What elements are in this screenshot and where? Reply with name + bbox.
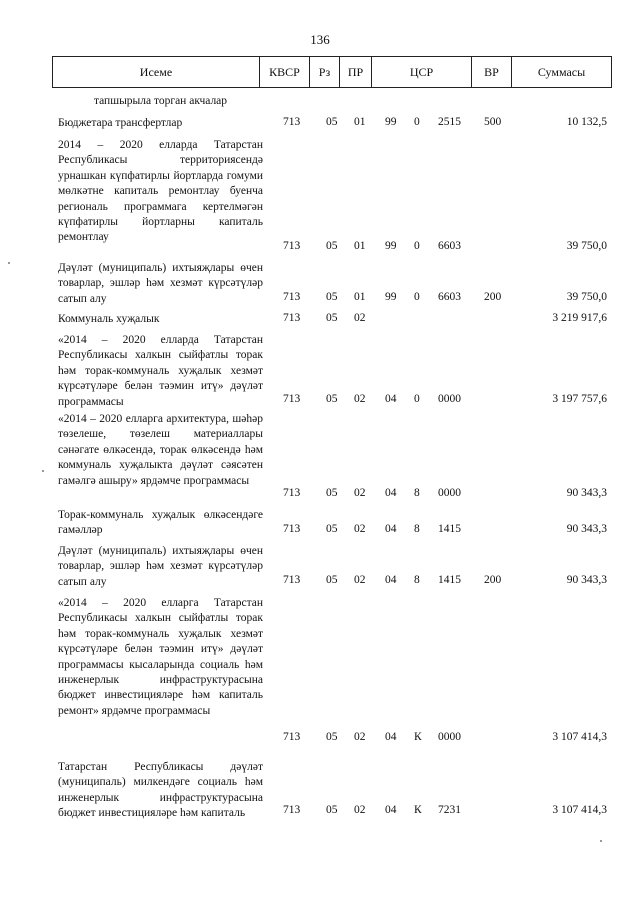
row-vr: 200 bbox=[484, 291, 502, 303]
table-header bbox=[52, 56, 612, 88]
row-kvsr: 713 bbox=[283, 487, 301, 499]
row-rz: 05 bbox=[326, 116, 338, 128]
row-csr-program: 04 bbox=[385, 393, 397, 405]
header-name: Исеме bbox=[139, 65, 173, 79]
page-number: 136 bbox=[310, 32, 330, 47]
row-name: Бюджетара трансфертлар bbox=[58, 117, 183, 129]
row-name: «2014 – 2020 елларга Татарстан Республикасы халкын сыйфатлы торак һәм торак-коммуналь хуҗалык хезмәт күрсәтүләре белән тәэмин итү» дәүләт программасы кысаларында социаль һәм инженерлык инфраструктурасына бюджет инвестицияләре һәм капиталь ремонт» ярдәмче программасы bbox=[58, 597, 263, 717]
row-rz: 05 bbox=[326, 393, 338, 405]
scan-speck bbox=[42, 470, 44, 472]
header-csr: ЦСР bbox=[371, 57, 471, 87]
row-csr-subprogram: 8 bbox=[414, 574, 420, 586]
row-kvsr: 713 bbox=[283, 523, 301, 535]
row-name: «2014 – 2020 елларга архитектура, шәһәр төзелеше, төзелеш материаллары сәнәгате өлкәсендә, торак өлкәсендә һәм коммуналь хуҗалыкта дәүләт сәясәтен гамәлгә ашыру» ярдәмче программасы bbox=[58, 413, 263, 487]
row-csr-subprogram: 8 bbox=[414, 487, 420, 499]
row-csr-code: 0000 bbox=[438, 731, 461, 743]
row-pr: 02 bbox=[354, 523, 366, 535]
row-kvsr: 713 bbox=[283, 291, 301, 303]
row-sum: 39 750,0 bbox=[566, 291, 607, 303]
row-sum: 90 343,3 bbox=[566, 574, 607, 586]
row-sum: 39 750,0 bbox=[566, 240, 607, 252]
row-sum: 3 197 757,6 bbox=[552, 393, 607, 405]
row-name: Торак-коммуналь хуҗалык өлкәсендәге гамәлләр bbox=[58, 509, 263, 537]
row-csr-subprogram: 0 bbox=[414, 240, 420, 252]
row-csr-code: 0000 bbox=[438, 393, 461, 405]
row-kvsr: 713 bbox=[283, 312, 301, 324]
row-sum: 3 107 414,3 bbox=[552, 731, 607, 743]
scan-speck bbox=[8, 262, 10, 264]
row-csr-program: 04 bbox=[385, 804, 397, 816]
header-pr: ПР bbox=[339, 57, 371, 87]
row-kvsr: 713 bbox=[283, 116, 301, 128]
row-pr: 02 bbox=[354, 804, 366, 816]
row-name: тапшырыла торган акчалар bbox=[93, 95, 228, 107]
row-csr-subprogram: К bbox=[414, 804, 422, 816]
header-rz: Рз bbox=[309, 57, 339, 87]
row-name: Коммуналь хуҗалык bbox=[58, 313, 160, 325]
row-csr-code: 6603 bbox=[438, 240, 461, 252]
row-sum: 90 343,3 bbox=[566, 523, 607, 535]
row-rz: 05 bbox=[326, 312, 338, 324]
header-kvsr: КВСР bbox=[259, 57, 309, 87]
header-vr: ВР bbox=[471, 57, 511, 87]
row-csr-program: 04 bbox=[385, 523, 397, 535]
row-sum: 3 219 917,6 bbox=[552, 312, 607, 324]
row-rz: 05 bbox=[326, 291, 338, 303]
row-csr-program: 99 bbox=[385, 291, 397, 303]
row-name: 2014 – 2020 елларда Татарстан Республикасы территориясендә урнашкан күпфатирлы йортларда гомуми мөлкәтне капиталь ремонтлау буенча региональ программага кертелмәгән күпфатирлы йортларны капиталь ремонтлау bbox=[58, 139, 263, 244]
row-rz: 05 bbox=[326, 574, 338, 586]
row-name: Дәүләт (муниципаль) ихтыяҗлары өчен товарлар, эшләр һәм хезмәт күрсәтүләр сатып алу bbox=[58, 262, 263, 305]
row-kvsr: 713 bbox=[283, 240, 301, 252]
row-csr-subprogram: К bbox=[414, 731, 422, 743]
row-csr-program: 04 bbox=[385, 731, 397, 743]
row-kvsr: 713 bbox=[283, 574, 301, 586]
row-name: Дәүләт (муниципаль) ихтыяҗлары өчен товарлар, эшләр һәм хезмәт күрсәтүләр сатып алу bbox=[58, 545, 263, 588]
row-pr: 02 bbox=[354, 487, 366, 499]
row-vr: 200 bbox=[484, 574, 502, 586]
row-kvsr: 713 bbox=[283, 731, 301, 743]
row-sum: 90 343,3 bbox=[566, 487, 607, 499]
row-name: «2014 – 2020 елларда Татарстан Республикасы халкын сыйфатлы торак һәм торак-коммуналь хуҗалык хезмәт күрсәтүләре белән тәэмин итү» дәүләт программасы bbox=[58, 334, 263, 408]
row-rz: 05 bbox=[326, 523, 338, 535]
row-csr-code: 7231 bbox=[438, 804, 461, 816]
row-csr-code: 0000 bbox=[438, 487, 461, 499]
row-csr-subprogram: 0 bbox=[414, 116, 420, 128]
row-csr-subprogram: 0 bbox=[414, 393, 420, 405]
row-csr-code: 6603 bbox=[438, 291, 461, 303]
row-csr-code: 1415 bbox=[438, 523, 461, 535]
row-pr: 02 bbox=[354, 731, 366, 743]
row-sum: 10 132,5 bbox=[566, 116, 607, 128]
row-kvsr: 713 bbox=[283, 393, 301, 405]
row-csr-code: 2515 bbox=[438, 116, 461, 128]
row-kvsr: 713 bbox=[283, 804, 301, 816]
row-vr: 500 bbox=[484, 116, 502, 128]
row-csr-program: 99 bbox=[385, 116, 397, 128]
row-rz: 05 bbox=[326, 731, 338, 743]
row-pr: 01 bbox=[354, 291, 366, 303]
row-csr-program: 99 bbox=[385, 240, 397, 252]
row-csr-subprogram: 0 bbox=[414, 291, 420, 303]
row-rz: 05 bbox=[326, 240, 338, 252]
row-csr-subprogram: 8 bbox=[414, 523, 420, 535]
row-csr-program: 04 bbox=[385, 574, 397, 586]
row-csr-code: 1415 bbox=[438, 574, 461, 586]
row-name: Татарстан Республикасы дәүләт (муниципаль) милкендәге социаль һәм инженерлык инфраструктурасына бюджет инвестицияләре һәм капиталь bbox=[58, 761, 263, 820]
row-pr: 02 bbox=[354, 312, 366, 324]
scan-speck bbox=[600, 840, 602, 842]
row-sum: 3 107 414,3 bbox=[552, 804, 607, 816]
header-sum: Суммасы bbox=[511, 57, 611, 87]
row-csr-program: 04 bbox=[385, 487, 397, 499]
row-pr: 02 bbox=[354, 393, 366, 405]
row-rz: 05 bbox=[326, 487, 338, 499]
row-rz: 05 bbox=[326, 804, 338, 816]
row-pr: 02 bbox=[354, 574, 366, 586]
row-pr: 01 bbox=[354, 240, 366, 252]
row-pr: 01 bbox=[354, 116, 366, 128]
